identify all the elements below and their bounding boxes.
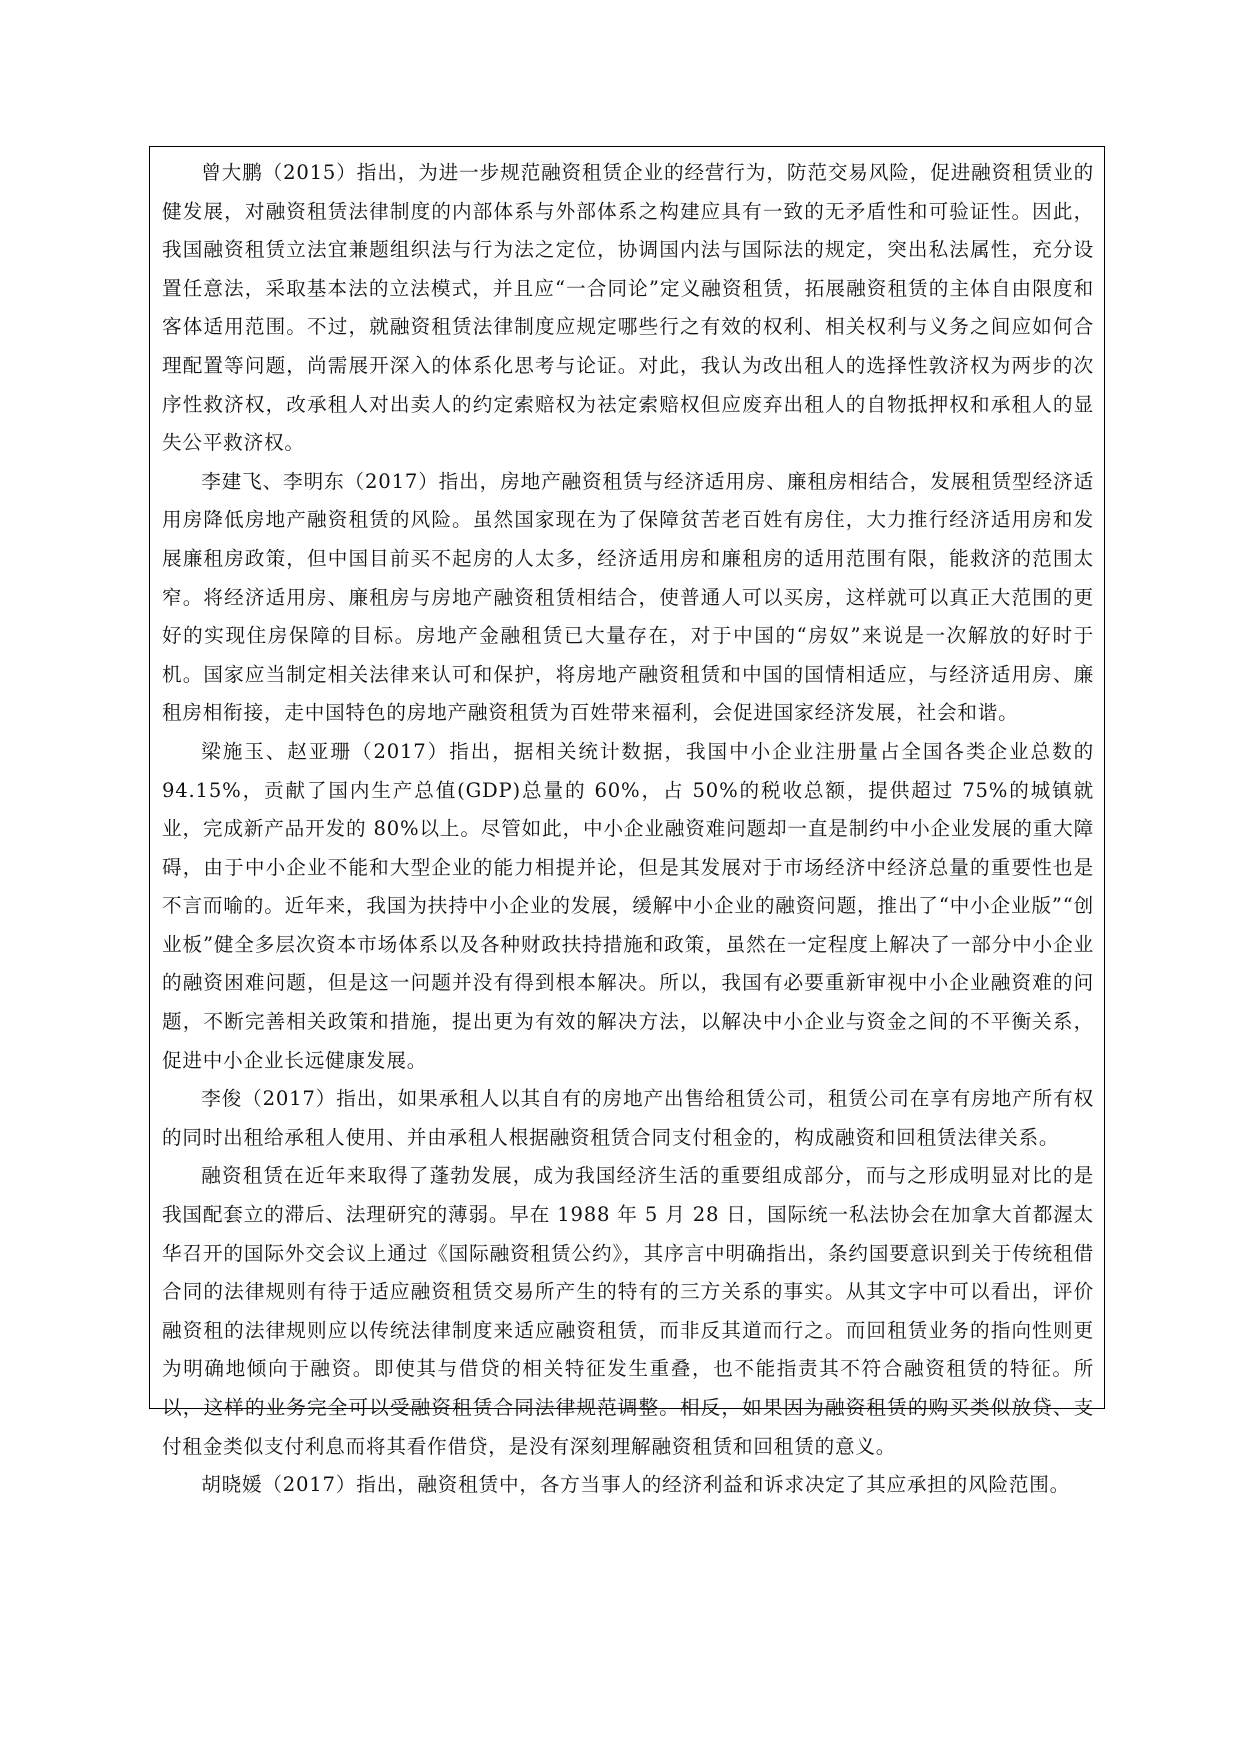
paragraph-zeng-dapeng: 曾大鹏（2015）指出，为进一步规范融资租赁企业的经营行为，防范交易风险，促进融资租赁业的健发展，对融资租赁法律制度的内部体系与外部体系之构建应具有一致的无矛盾性和可验证性。因此，我国融资租赁立法宜兼题组织法与行为法之定位，协调国内法与国际法的规定，突出私法属性，充分设置任意法，采取基本法的立法模式，并且应“一合同论”定义融资租赁，拓展融资租赁的主体自由限度和客体适用范围。不过，就融资租赁法律制度应规定哪些行之有效的权利、相关权利与义务之间应如何合理配置等问题，尚需展开深入的体系化思考与论证。对此，我认为改出租人的选择性敦济权为两步的次序性救济权，改承租人对出卖人的约定索赔权为祛定索赔权但应废弃出租人的自物抵押权和承租人的显失公平救济权。 xyxy=(162,161,1094,455)
paragraph-li-jun: 李俊（2017）指出，如果承租人以其自有的房地产出售给租赁公司，租赁公司在享有房地产所有权的同时出租给承租人使用、并由承租人根据融资租赁合同支付租金的，构成融资和回租赁法律关系。 xyxy=(162,1087,1094,1149)
paragraph-li-jianfei: 李建飞、李明东（2017）指出，房地产融资租赁与经济适用房、廉租房相结合，发展租赁型经济适用房降低房地产融资租赁的风险。虽然国家现在为了保障贫苦老百姓有房住，大力推行经济适用房和发展廉租房政策，但中国目前买不起房的人太多，经济适用房和廉租房的适用范围有限，能救济的范围太窄。将经济适用房、廉租房与房地产融资租赁相结合，使普通人可以买房，这样就可以真正大范围的更好的实现住房保障的目标。房地产金融租赁已大量存在，对于中国的“房奴”来说是一次解放的好时于机。国家应当制定相关法律来认可和保护，将房地产融资租赁和中国的国情相适应，与经济适用房、廉租房相衔接，走中国特色的房地产融资租赁为百姓带来福利，会促进国家经济发展，社会和谐。 xyxy=(162,469,1094,725)
paragraph-liang-shiyu: 梁施玉、赵亚珊（2017）指出，据相关统计数据，我国中小企业注册量占全国各类企业总数的94.15%，贡献了国内生产总值(GDP)总量的 60%，占 50%的税收总额，提供超过 75%的城镇就业，完成新产品开发的 80%以上。尽管如此，中小企业融资难问题却一直是制约中小企业发展的重大障碍，由于中小企业不能和大型企业的能力相提并论，但是其发展对于市场经济中经济总量的重要性也是不言而喻的。近年来，我国为扶持中小企业的发展，缓解中小企业的融资问题，推出了“中小企业版”“创业板”健全多层次资本市场体系以及各种财政扶持措施和政策，虽然在一定程度上解决了一部分中小企业的融资困难问题，但是这一问题并没有得到根本解决。所以，我国有必要重新审视中小企业融资难的问题，不断完善相关政策和措施，提出更为有效的解决方法，以解决中小企业与资金之间的不平衡关系，促进中小企业长远健康发展。 xyxy=(162,739,1094,1072)
paragraph-hu-xiaoyuan: 胡晓媛（2017）指出，融资租赁中，各方当事人的经济利益和诉求决定了其应承担的风险范围。 xyxy=(201,1473,1071,1497)
paragraph-financial-leasing: 融资租赁在近年来取得了蓬勃发展，成为我国经济生活的重要组成部分，而与之形成明显对比的是我国配套立的滞后、法理研究的薄弱。早在 1988 年 5 月 28 日，国际统一私法协会在加拿大首都渥太华召开的国际外交会议上通过《国际融资租赁公约》，其序言中明确指出，条约国要意识到关于传统租借合同的法律规则有待于适应融资租赁交易所产生的特有的三方关系的事实。从其文字中可以看出，评价融资租的法律规则应以传统法律制度来适应融资租赁，而非反其道而行之。而回租赁业务的指向性则更为明确地倾向于融资。即使其与借贷的相关特征发生重叠，也不能指责其不符合融资租赁的特征。所以，这样的业务完全可以受融资租赁合同法律规范调整。相反，如果因为融资租赁的购买类似放贷、支付租金类似支付利息而将其看作借贷，是没有深刻理解融资租赁和回租赁的意义。 xyxy=(162,1164,1094,1458)
text-box-frame xyxy=(149,146,1105,1497)
